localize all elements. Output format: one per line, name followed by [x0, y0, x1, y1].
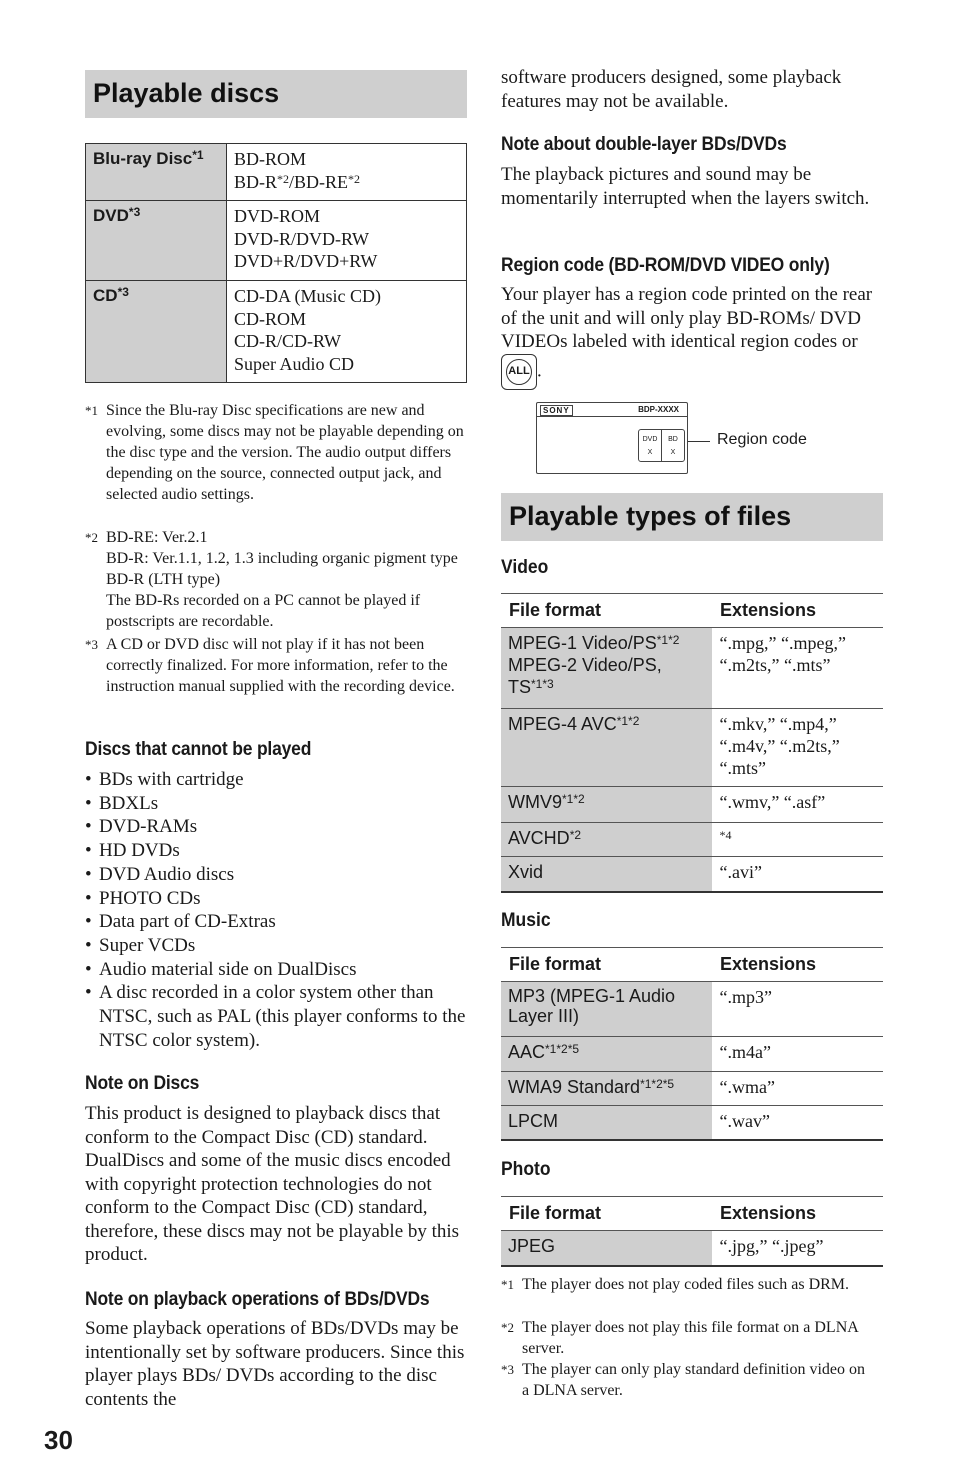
disc-formats-cell	[227, 144, 467, 201]
list-item: • DVD Audio discs	[85, 863, 467, 887]
region-cell-value: X	[670, 449, 676, 456]
footnote-text: BD-RE: Ver.2.1 BD-R: Ver.1.1, 1.2, 1.3 including organic pigment type BD-R (LTH type) The BD-Rs recorded on a PC cannot be played if postscripts are recordable.	[106, 529, 458, 630]
footnote-text: The player does not play this file format on a DLNA server.	[522, 1319, 858, 1357]
list-item: • PHOTO CDs	[85, 887, 467, 911]
list-item: • A disc recorded in a color system other than NTSC, such as PAL (this player conforms to the NTSC color system).	[85, 981, 467, 1052]
continued-text: software producers designed, some playback features may not be available.	[501, 67, 842, 112]
table-header-row	[501, 948, 883, 982]
footnote-text: Since the Blu-ray Disc specifications are new and evolving, some discs may not be playable depending on the disc type and the version. The audio output differs depending on the source, connected output jack, and selected audio settings.	[106, 402, 464, 503]
video-label: Video	[501, 557, 549, 578]
footnote-mark: *3	[501, 1362, 514, 1377]
heading-cannot-play: Discs that cannot be played	[85, 739, 312, 760]
list-item: • Data part of CD-Extras	[85, 910, 467, 934]
list-item: • HD DVDs	[85, 839, 467, 863]
table-row	[501, 709, 883, 787]
extension-cell: “.jpg,” “.jpeg”	[712, 1231, 883, 1266]
extension-cell: “.wma”	[712, 1072, 883, 1106]
table-row	[501, 787, 883, 823]
disc-format: Super Audio CD	[234, 353, 355, 374]
table-row	[501, 1106, 883, 1140]
heading-double-layer: Note about double-layer BDs/DVDs	[501, 134, 787, 155]
disc-formats-cell	[227, 201, 467, 281]
footnote-mark: *3	[85, 637, 98, 652]
list-item: • DVD-RAMs	[85, 815, 467, 839]
footnote-mark: *1	[501, 1277, 514, 1292]
column-header-format: File format	[501, 948, 712, 982]
note-playback-text: Some playback operations of BDs/DVDs may be intentionally set by software producers. Since this player plays BDs/ DVDs according to the disc contents the	[85, 1318, 465, 1410]
disc-type-label: Blu-ray Disc	[93, 149, 193, 168]
disc-formats-cell	[227, 281, 467, 383]
table-row	[501, 1037, 883, 1072]
region-code-callout: Region code	[717, 431, 807, 448]
format-cell: JPEG	[501, 1231, 712, 1266]
player-rear-illustration	[536, 402, 688, 474]
table-row	[501, 1231, 883, 1266]
format-cell: MPEG-1 Video/$PS^{*1*2}$ MPEG-2 Video/PS, $TS^{*1*3}$	[501, 628, 712, 709]
disc-format: DVD-R/DVD-RW	[234, 228, 369, 249]
region-cell-bd	[662, 430, 684, 461]
region-cell-label: BD	[668, 436, 678, 443]
region-cell-dvd	[639, 430, 662, 461]
region-all-icon-label: ALL	[506, 359, 532, 385]
disc-type-cell	[86, 281, 227, 383]
extension-cell	[712, 823, 883, 857]
page-number: 30	[44, 1425, 73, 1455]
region-text: Your player has a region code printed on the rear of the unit and will only play BD-ROMs/ DVD VIDEOs labeled with identical region codes or ALL .	[501, 283, 886, 390]
table-row	[501, 628, 883, 709]
footnote-mark: *2	[501, 1320, 514, 1335]
column-header-extensions: Extensions	[712, 594, 883, 628]
table-row	[86, 201, 467, 281]
region-text-body: Your player has a region code printed on the rear of the unit and will only play BD-ROMs/ DVD VIDEOs labeled with identical region codes or	[501, 284, 873, 352]
music-label: Music	[501, 910, 551, 931]
table-row	[501, 982, 883, 1037]
footnote-ref: *4	[719, 828, 732, 842]
region-cell-label: DVD	[642, 436, 658, 443]
format-cell: Xvid	[501, 857, 712, 892]
music-table	[501, 947, 883, 1141]
column-header-extensions: Extensions	[712, 948, 883, 982]
format-cell: MP3 (MPEG-1 Audio Layer III)	[501, 982, 712, 1037]
cannot-play-list	[85, 768, 467, 1052]
extension-cell: “.avi”	[712, 857, 883, 892]
table-row	[501, 823, 883, 857]
table-row	[501, 1072, 883, 1106]
disc-format: DVD-ROM	[234, 206, 321, 226]
format-cell: $AAC^{*1*2*5}$	[501, 1037, 712, 1072]
list-item: • BDXLs	[85, 792, 467, 816]
list-item: • BDs with cartridge	[85, 768, 467, 792]
video-table	[501, 593, 883, 893]
photo-label: Photo	[501, 1159, 551, 1180]
column-header-extensions: Extensions	[712, 1197, 883, 1231]
disc-type-cell	[86, 201, 227, 281]
extension-cell: “.wav”	[712, 1106, 883, 1140]
disc-type-label: CD	[93, 286, 118, 305]
disc-table	[85, 143, 467, 383]
format-cell: WMA9 Standard$^{*1*2*5}$	[501, 1072, 712, 1106]
callout-line	[688, 441, 710, 442]
disc-format: DVD+R/DVD+RW	[234, 251, 378, 271]
extension-cell: “.mp3”	[712, 982, 883, 1037]
column-header-format: File format	[501, 1197, 712, 1231]
region-all-icon	[501, 354, 537, 390]
table-row	[86, 144, 467, 201]
footnote-text: The player does not play coded files such as DRM.	[522, 1276, 850, 1293]
list-item: • Audio material side on DualDiscs	[85, 958, 467, 982]
format-cell: LPCM	[501, 1106, 712, 1140]
region-code-box	[638, 429, 685, 462]
table-row	[501, 857, 883, 892]
disc-format: BD-ROM	[234, 149, 307, 169]
disc-format: CD-DA (Music CD)	[234, 286, 381, 306]
footnote-text: The player can only play standard definition video on a DLNA server.	[522, 1361, 866, 1399]
extension-cell: “.mpg,” “.mpeg,” “.m2ts,” “.mts”	[712, 628, 883, 709]
note-discs-text: This product is designed to playback discs that conform to the Compact Disc (CD) standard. DualDiscs and some of the music discs encoded with copyright protection technologies do not conform to the Compact Disc (CD) standard, therefore, these discs may not be playable by this product.	[85, 1103, 460, 1265]
list-item: • Super VCDs	[85, 934, 467, 958]
table-row	[86, 281, 467, 383]
footnote-mark: *2	[85, 530, 98, 545]
heading-note-discs: Note on Discs	[85, 1073, 200, 1094]
disc-format: $BD-R^{*2}/BD-RE^{*2}$	[234, 171, 361, 192]
extension-cell: “.mkv,” “.mp4,” “.m4v,” “.m2ts,” “.mts”	[712, 709, 883, 787]
extension-cell: “.m4a”	[712, 1037, 883, 1072]
column-header-format: File format	[501, 594, 712, 628]
table-header-row	[501, 594, 883, 628]
heading-region-code: Region code (BD-ROM/DVD VIDEO only)	[501, 255, 830, 276]
footnote-text: A CD or DVD disc will not play if it has not been correctly finalized. For more information, refer to the instruction manual supplied with the recording device.	[106, 636, 455, 695]
section-title-playable-discs: Playable discs	[85, 70, 467, 118]
footnote-ref: *3	[117, 285, 129, 299]
disc-type-label: DVD	[93, 206, 129, 225]
format-cell: AVCHD$^{*2}$	[501, 823, 712, 857]
extension-cell: “.wmv,” “.asf”	[712, 787, 883, 823]
footnote-mark: *1	[85, 403, 98, 418]
footnote-ref: *1	[192, 148, 204, 162]
table-header-row	[501, 1197, 883, 1231]
sony-logo: SONY	[540, 405, 573, 416]
model-label: BDP-XXXX	[638, 405, 679, 414]
disc-format: CD-R/CD-RW	[234, 331, 342, 351]
divider	[537, 416, 687, 417]
double-layer-text: The playback pictures and sound may be momentarily interrupted when the layers switch.	[501, 164, 870, 209]
heading-note-playback: Note on playback operations of BDs/DVDs	[85, 1289, 430, 1310]
section-title-playable-files: Playable types of files	[501, 493, 883, 541]
format-cell: MPEG-4 $AVC^{*1*2}$	[501, 709, 712, 787]
disc-format: CD-ROM	[234, 308, 307, 329]
photo-table	[501, 1196, 883, 1267]
region-cell-value: X	[647, 449, 653, 456]
disc-type-cell	[86, 144, 227, 201]
format-cell: $WMV9^{*1*2}$	[501, 787, 712, 823]
footnote-ref: *3	[128, 205, 141, 219]
